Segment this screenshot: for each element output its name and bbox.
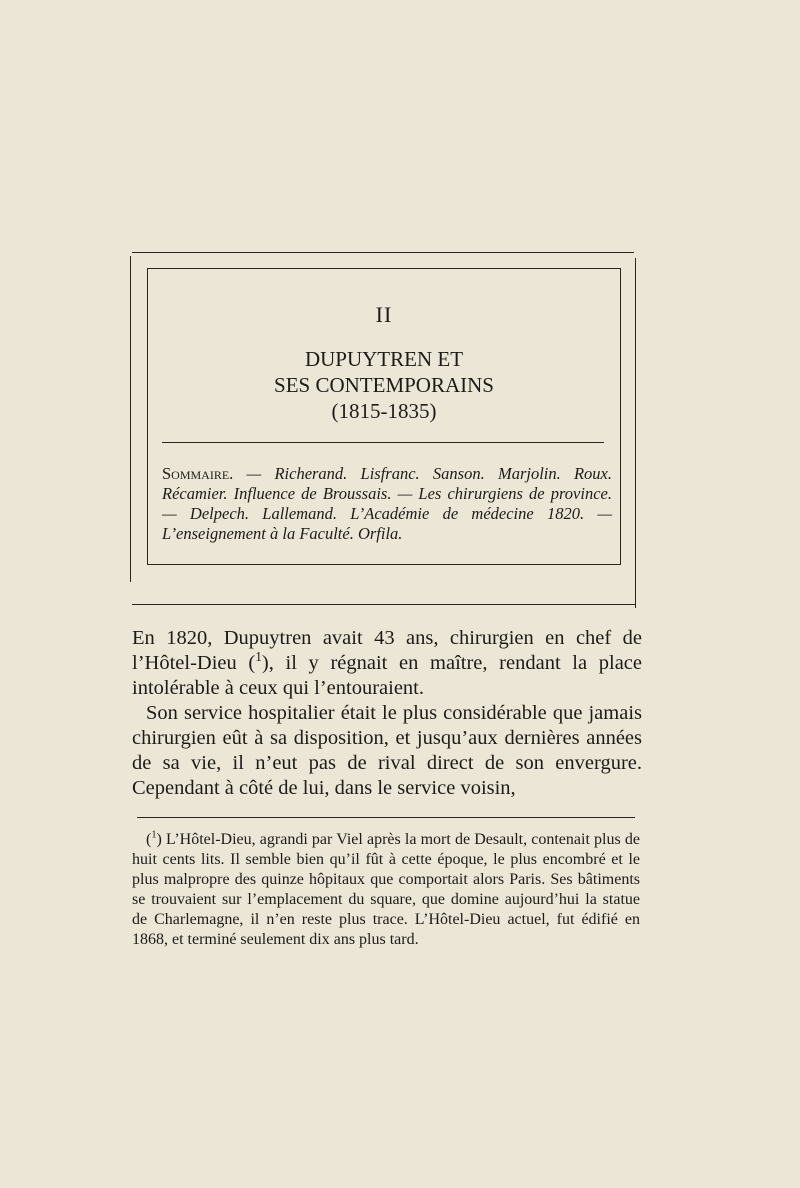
footnote-mark-open: ( (146, 831, 152, 848)
frame-left-rule (130, 256, 131, 582)
paragraph-1 (132, 626, 642, 701)
footnote-reference: 1 (255, 649, 262, 665)
summary-text: — Richerand. Lisfranc. Sanson. Marjolin. Roux. Récamier. Influence de Broussais. — Les chirurgiens de province. — Delpech. Lallemand. L’Académie de médecine 1820. — L’enseignement à la Faculté. Orfila. (162, 464, 612, 543)
footnote-text: L’Hôtel-Dieu, agrandi par Viel après la mort de Desault, contenait plus de huit cents lits. Il semble bien qu’il fût à cette époque, le plus encombré et le plus malpropre des quinze hôpitaux que comportait alors Paris. Ses bâtiments se trouvaient sur l’emplacement du square, que domine aujourd’hui la statue de Charlemagne, il n’en reste plus trace. L’Hôtel-Dieu actuel, fut édifié en 1868, et terminé seulement dix ans plus tard. (132, 831, 640, 948)
header-divider (162, 442, 604, 443)
chapter-title (147, 346, 621, 424)
footnote-mark-close: ) (156, 831, 162, 848)
body-text (132, 626, 642, 801)
paragraph-1-end: ), il y régnait en maître, rendant la place intolérable à ceux qui l’entouraient. (132, 652, 642, 699)
paragraph-1-start: En 1820, Dupuytren avait 43 ans, chirurgien en chef de l’Hôtel-Dieu ( (132, 627, 642, 674)
chapter-dates: (1815-1835) (331, 399, 437, 423)
chapter-title-line-2: SES CONTEMPORAINS (274, 373, 494, 397)
frame-bottom-rule (132, 604, 636, 605)
paragraph-2: Son service hospitalier était le plus considérable que jamais chirurgien eût à sa disposition, et jusqu’aux dernières années de sa vie, il n’eut pas de rival direct de son envergure. Cependant à côté de lui, dans le service voisin, (132, 702, 642, 799)
chapter-summary (162, 464, 612, 544)
chapter-title-line-1: DUPUYTREN ET (304, 347, 464, 371)
footnote (132, 830, 640, 950)
footnote-mark: 1 (151, 829, 157, 841)
footnote-paragraph (132, 830, 640, 950)
chapter-number: II (375, 302, 393, 327)
footnote-rule (137, 817, 635, 818)
summary-label: Sommaire. (162, 464, 234, 483)
frame-top-rule (132, 252, 634, 253)
frame-right-rule (635, 258, 636, 608)
